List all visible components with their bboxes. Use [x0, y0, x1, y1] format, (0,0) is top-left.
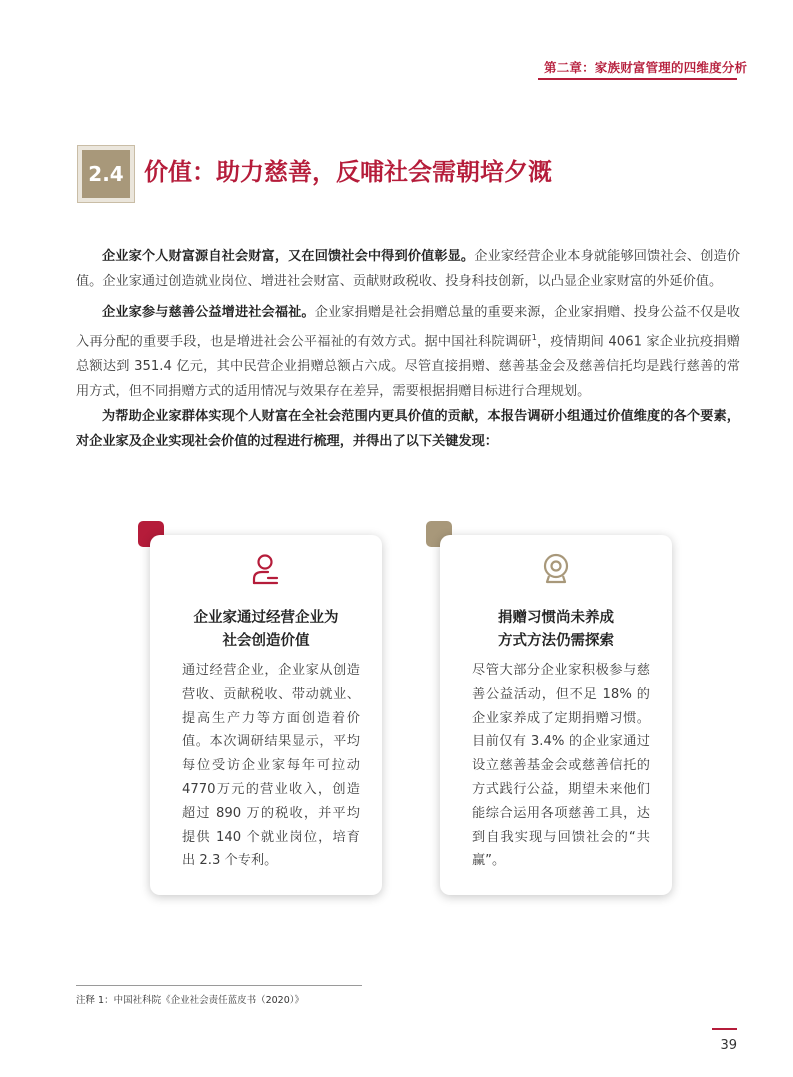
section-number: 2.4	[78, 146, 134, 202]
card-2-title-line2: 方式方法仍需探索	[498, 633, 614, 649]
paragraph-2	[76, 300, 740, 404]
webcam-icon	[440, 553, 672, 587]
chapter-header: 第二章：家族财富管理的四维度分析	[544, 60, 748, 75]
page-number: 39	[720, 1038, 737, 1053]
person-icon	[150, 553, 382, 587]
card-1-title	[150, 607, 382, 653]
card-1-title-line2: 社会创造价值	[222, 633, 310, 649]
page-number-rule	[712, 1028, 737, 1030]
footnote-rule	[76, 985, 362, 986]
card-2-title-line1: 捐赠习惯尚未养成	[498, 610, 614, 626]
paragraph-2-body-cont: ，疫情期间 4061 家企业抗疫捐赠总额达到 351.4 亿元，其中民营企业捐赠总额占六成。尽管直接捐赠、慈善基金会及慈善信托均是践行慈善的常用方式，但不同捐赠方式的适用情况与效果存在差异，需要根据捐赠目标进行合理规划。	[76, 334, 740, 400]
paragraph-1-lead: 企业家个人财富源自社会财富，又在回馈社会中得到价值彰显。	[102, 249, 475, 264]
paragraph-2-lead: 企业家参与慈善公益增进社会福祉。	[102, 305, 315, 320]
section-title: 价值：助力慈善，反哺社会需朝培夕溉	[144, 158, 552, 186]
chapter-rule	[538, 78, 737, 80]
finding-card-1	[150, 535, 382, 895]
footnote-ref: 1	[531, 333, 537, 342]
card-2-body: 尽管大部分企业家积极参与慈善公益活动，但不足 18% 的企业家养成了定期捐赠习惯。目前仅有 3.4% 的企业家通过设立慈善基金会或慈善信托的方式践行公益，期望未来他们能综合运用各项慈善工具，达到自我实现与回馈社会的“共赢”。	[472, 663, 650, 869]
paragraph-2-body: 企业家捐赠是社会捐赠总量的重要来源，企业家捐赠、投身公益不仅是收入再分配的重要手段，也是增进社会公平福祉的有效方式。据中国社科院调研	[76, 305, 740, 350]
paragraph-1-body: 企业家经营企业本身就能够回馈社会、创造价值。企业家通过创造就业岗位、增进社会财富、贡献财政税收、投身科技创新，以凸显企业家财富的外延价值。	[76, 249, 741, 289]
card-1-title-line1: 企业家通过经营企业为	[193, 610, 339, 626]
finding-card-2	[440, 535, 672, 895]
card-2-title	[440, 607, 672, 653]
paragraph-1	[76, 244, 740, 294]
paragraph-3-lead: 为帮助企业家群体实现个人财富在全社会范围内更具价值的贡献，本报告调研小组通过价值维度的各个要素，对企业家及企业实现社会价值的过程进行梳理，并得出了以下关键发现：	[76, 409, 740, 449]
footnote: 注释 1：中国社科院《企业社会责任蓝皮书（2020）》	[76, 995, 304, 1006]
paragraph-3	[76, 404, 740, 454]
card-1-body: 通过经营企业，企业家从创造营收、贡献税收、带动就业、提高生产力等方面创造着价值。本次调研结果显示，平均每位受访企业家每年可拉动4770万元的营业收入，创造超过 890 万的税收，并平均提供 140 个就业岗位，培育出 2.3 个专利。	[182, 663, 360, 869]
